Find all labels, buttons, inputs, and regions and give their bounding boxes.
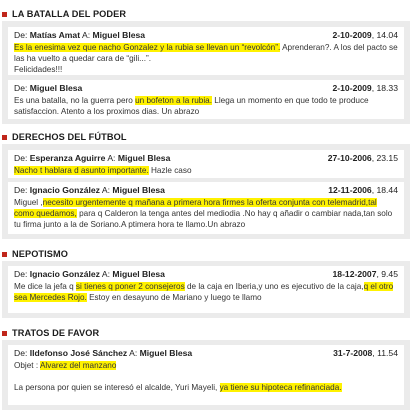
message-card [8, 345, 404, 405]
highlighted-text: Es la enesima vez que nacho Gonzalez y la rubia se llevan un “revolcón”. [14, 43, 281, 52]
to-label: A: [82, 30, 91, 40]
section-panel [2, 340, 410, 410]
message-header [14, 185, 398, 196]
from-label: De: [14, 30, 28, 40]
message-time: 18.44 [376, 185, 398, 195]
highlighted-text: si tienes q poner 2 consejeros [75, 282, 185, 291]
section-marker-icon [2, 252, 7, 257]
message-date: 12-11-2006 [328, 185, 372, 195]
sender: Ignacio González [29, 185, 100, 195]
message-header [14, 30, 398, 41]
sender: Matías Amat [29, 30, 81, 40]
message-text: Aprenderan?. A los del pacto se las ha vuelto a quedar cara de “gili...”. [14, 43, 398, 63]
from-label: De: [14, 83, 28, 93]
from-label: De: [14, 269, 28, 279]
section-title: LA BATALLA DEL PODER [12, 9, 127, 19]
message-text: Llega un momento en que todo te produce satisfaccion. Atento a los proximos dias. Un abrazo [14, 96, 369, 116]
message-time: 23.15 [376, 153, 398, 163]
message-timestamp: 2-10-2009, 18.33 [332, 83, 398, 93]
message-card [8, 27, 404, 75]
message-text: Objet : [14, 361, 40, 370]
sender: Miguel Blesa [29, 83, 83, 93]
message-participants [14, 153, 170, 164]
message-card [8, 182, 404, 234]
message-time: 18.33 [376, 83, 398, 93]
section-heading [2, 8, 126, 20]
section-marker-icon [2, 12, 7, 17]
message-participants [14, 185, 165, 196]
highlighted-text: Alvarez del manzano [39, 361, 117, 370]
to-label: A: [101, 269, 111, 279]
message-participants [14, 348, 192, 359]
sender: Ildefonso José Sánchez [29, 348, 128, 358]
recipient: Miguel Blesa [112, 269, 165, 279]
section-panel [2, 21, 410, 124]
to-label: A: [107, 153, 116, 163]
message-body [14, 281, 398, 303]
message-header [14, 348, 398, 359]
message-body [14, 165, 398, 176]
section-marker-icon [2, 331, 7, 336]
highlighted-text: necesito urgentemente q mañana a primera hora firmes la oferta conjunta con telemadrid,tal como quedamos, [14, 198, 377, 218]
message-text: Felicidades!!! [14, 65, 63, 74]
message-date: 18-12-2007 [332, 269, 377, 279]
message-card [8, 150, 404, 178]
message-timestamp: 18-12-2007, 9.45 [332, 269, 398, 279]
message-text: Estoy en desayuno de Mariano y luego te llamo [86, 293, 262, 302]
from-label: De: [14, 153, 28, 163]
highlighted-text: ya tiene su hipoteca refinanciada. [219, 383, 342, 392]
highlighted-text: q el otro sea Mercedes Rojo. [14, 282, 394, 302]
message-text: Es una batalla, no la guerra pero [14, 96, 136, 105]
message-header [14, 83, 398, 94]
message-body [14, 360, 398, 393]
message-text: Hazle caso [148, 166, 192, 175]
section-title: TRATOS DE FAVOR [12, 328, 100, 338]
section-heading [2, 327, 99, 339]
message-text: de la caja en Iberia,y uno es ejecutivo de la caja, [184, 282, 364, 291]
message-body [14, 197, 398, 230]
message-date: 31-7-2008 [333, 348, 373, 358]
message-text: La persona por quien se interesó el alcalde, Yuri Mayeli, [14, 383, 220, 392]
message-body [14, 95, 398, 117]
recipient: Miguel Blesa [139, 348, 193, 358]
message-text: para q Calderon la tenga antes del mediodia .No hay q añadir o cambiar nada,tan solo tu firma junto a la de Soriano.A ptimera hora te llamo.Un abrazo [14, 209, 393, 229]
to-label: A: [101, 185, 111, 195]
highlighted-text: Nacho t hablara d asunto importante. [14, 166, 149, 175]
message-time: 9.45 [381, 269, 398, 279]
section-panel [2, 144, 410, 239]
section-heading [2, 248, 68, 260]
message-text: Me dice la jefa q [14, 282, 76, 291]
section-title: DERECHOS DEL FÚTBOL [12, 132, 127, 142]
section-marker-icon [2, 135, 7, 140]
message-timestamp: 31-7-2008, 11.54 [333, 348, 398, 358]
recipient: Miguel Blesa [117, 153, 171, 163]
message-time: 14.04 [376, 30, 398, 40]
message-date: 2-10-2009 [332, 30, 372, 40]
message-date: 27-10-2006 [327, 153, 372, 163]
section-panel [2, 261, 410, 318]
message-text: Miguel , [14, 198, 43, 207]
from-label: De: [14, 185, 28, 195]
message-card [8, 80, 404, 119]
message-date: 2-10-2009 [332, 83, 372, 93]
sender: Esperanza Aguirre [29, 153, 106, 163]
sender: Ignacio González [29, 269, 100, 279]
message-time: 11.54 [377, 348, 398, 358]
message-card [8, 266, 404, 313]
message-timestamp: 12-11-2006, 18.44 [328, 185, 398, 195]
to-label: A: [129, 348, 138, 358]
section-heading [2, 131, 127, 143]
recipient: Miguel Blesa [112, 185, 165, 195]
message-participants [14, 83, 82, 94]
from-label: De: [14, 348, 28, 358]
section-title: NEPOTISMO [12, 249, 69, 259]
message-header [14, 269, 398, 280]
recipient: Miguel Blesa [92, 30, 146, 40]
message-participants [14, 30, 145, 41]
message-timestamp: 2-10-2009, 14.04 [332, 30, 398, 40]
message-timestamp: 27-10-2006, 23.15 [327, 153, 398, 163]
message-participants [14, 269, 165, 280]
message-body [14, 42, 398, 75]
message-header [14, 153, 398, 164]
highlighted-text: un bofeton a la rubia. [135, 96, 213, 105]
